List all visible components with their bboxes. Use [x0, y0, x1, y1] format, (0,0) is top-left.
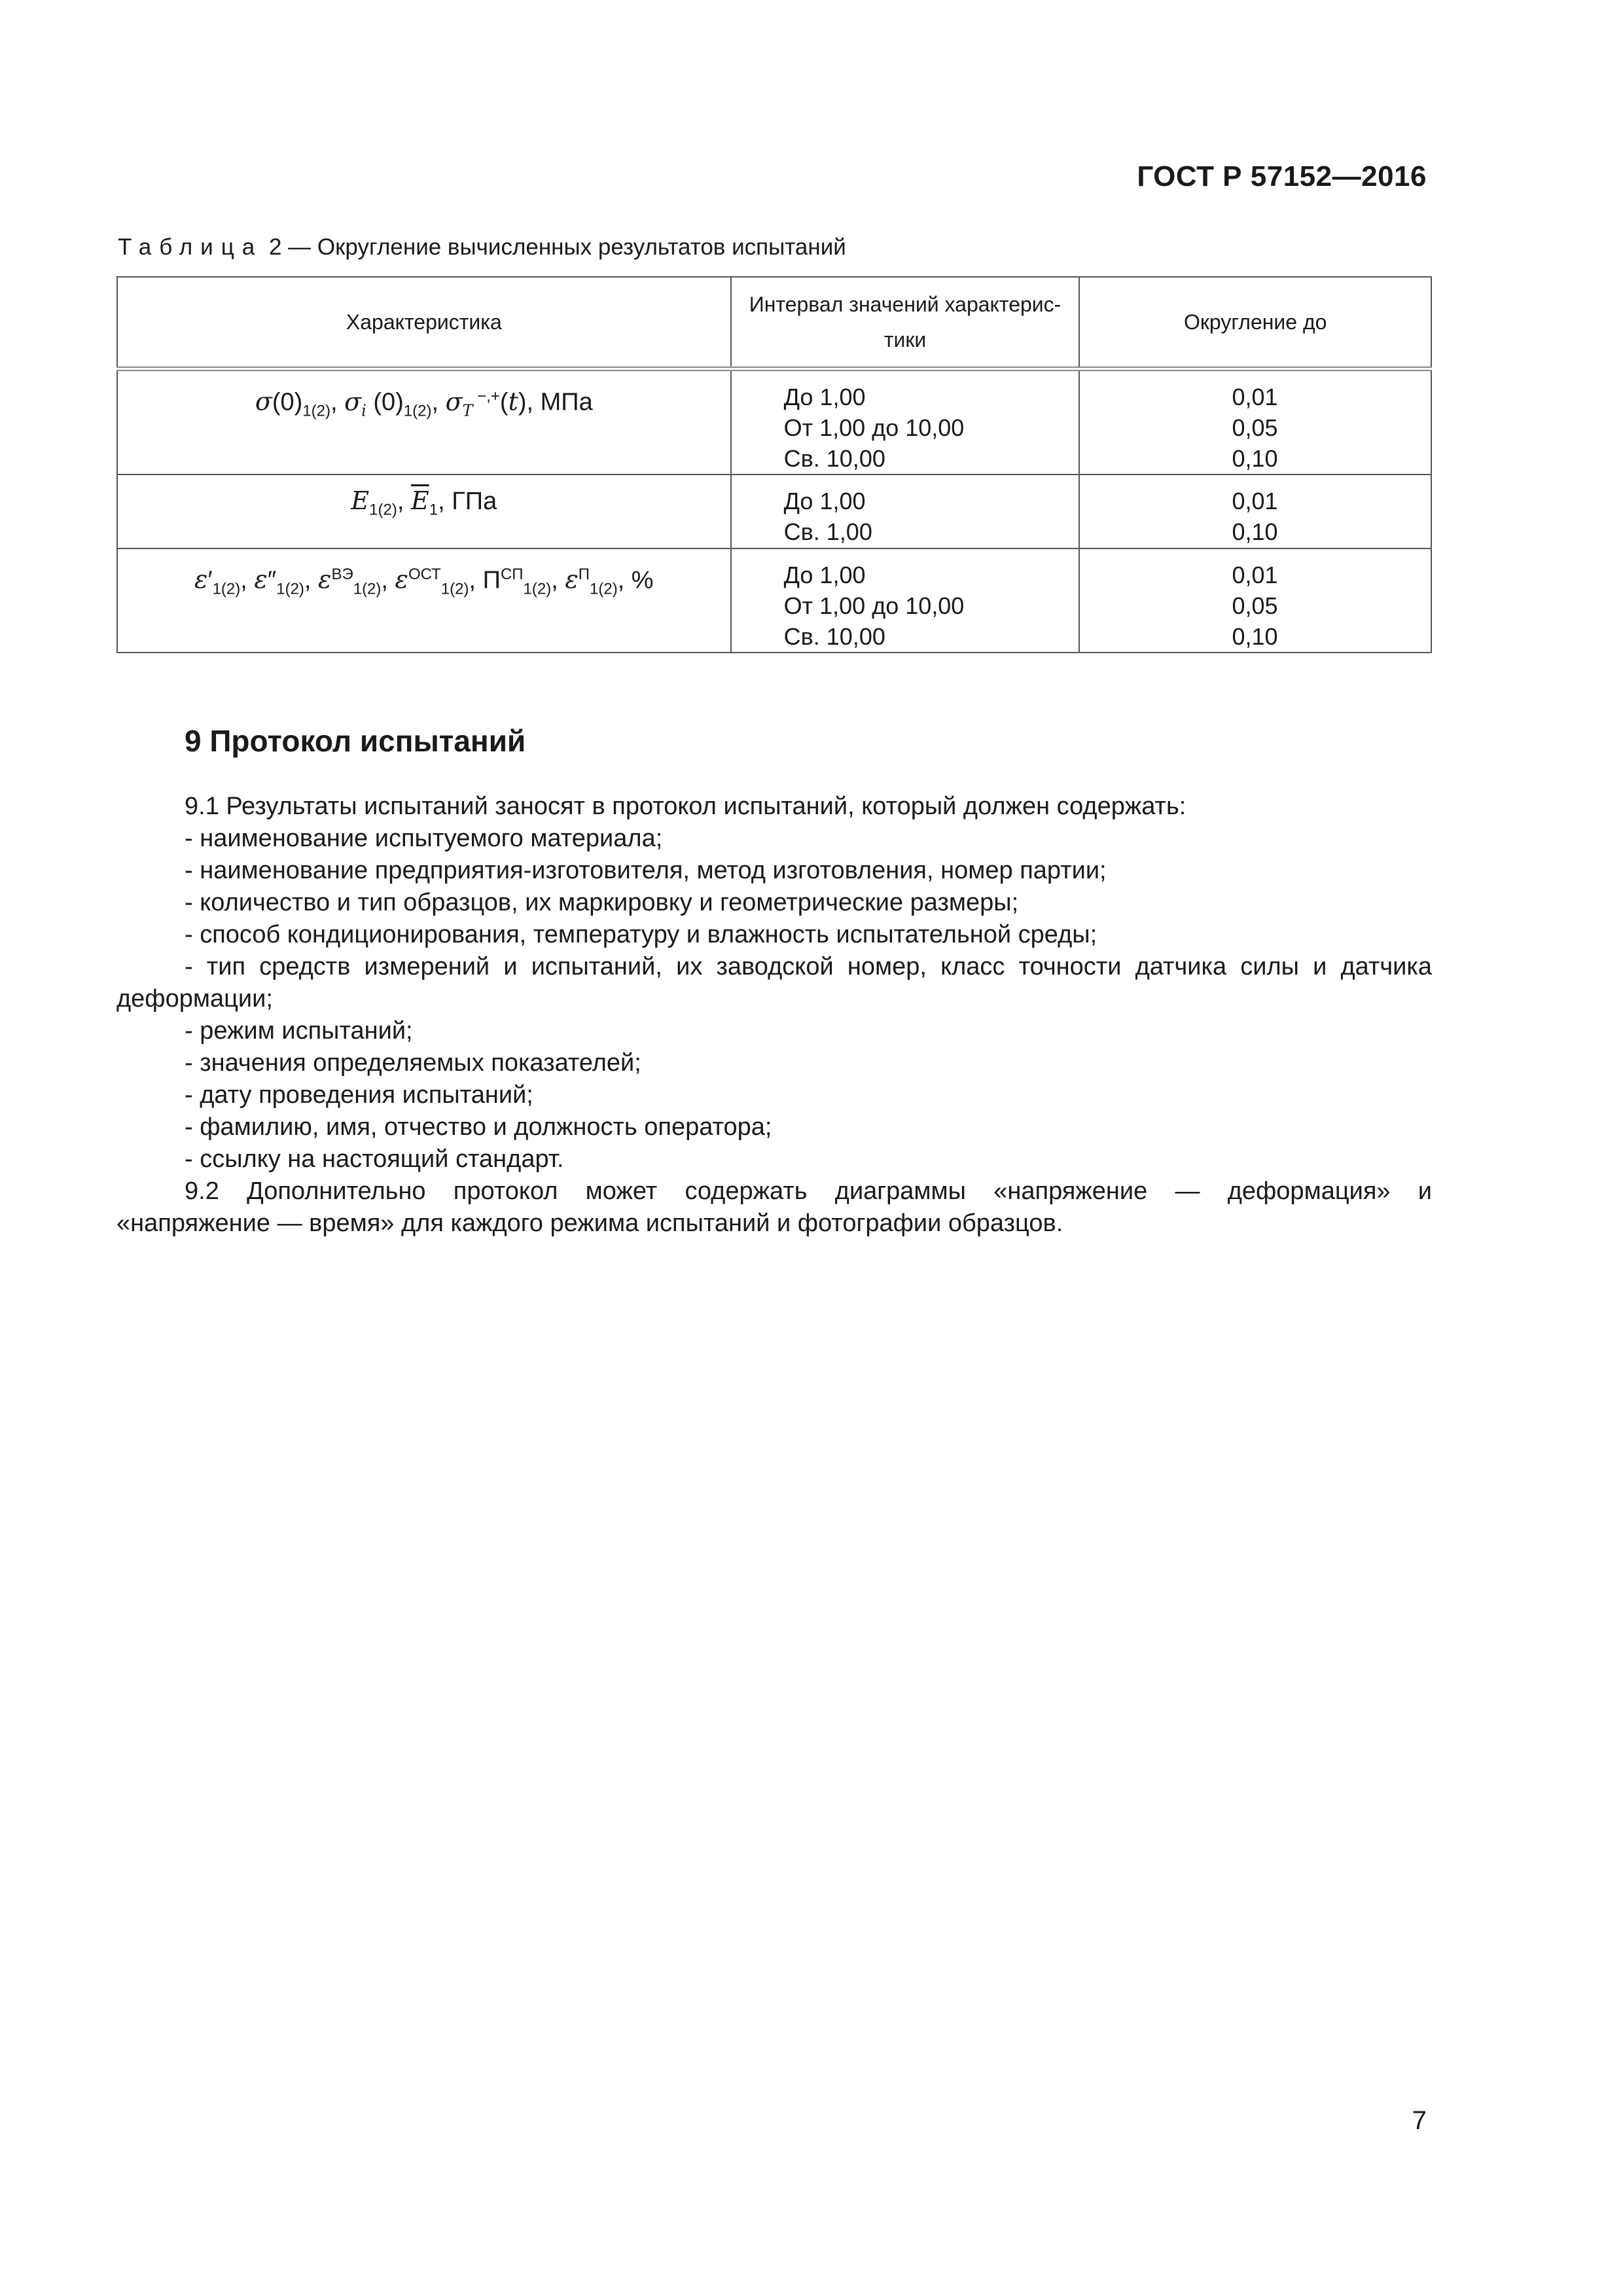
table-caption-text: 2 — Округление вычисленных результатов испытаний	[262, 234, 846, 260]
list-item: - наименование предприятия-изготовителя, метод изготовления, номер партии;	[185, 857, 1107, 884]
table-row	[117, 369, 1431, 475]
interval-value: До 1,00	[783, 562, 866, 588]
rounding-value: 0,10	[1232, 445, 1278, 472]
list-item: - дату проведения испытаний;	[185, 1081, 533, 1109]
formula-strain: $\varepsilon'_{1(2)}$, $\varepsilon''_{1(2)}$, $\varepsilon^{ВЭ}_{1(2)}$, $\varepsilon^{ОСТ}_{1(2)}$, $П^{СП}_{1(2)}$, $\varepsilon^П_{1(2)}$, %	[194, 565, 654, 598]
formula-stress: $\sigma(0)_{1(2)}$, $\sigma_i$ $(0)_{1(2)}$, $\sigma_T$ −,+(t), МПа	[255, 387, 593, 420]
section-body	[116, 791, 1432, 1240]
table-header-row	[117, 277, 1431, 369]
rounding-cell	[1079, 548, 1431, 653]
header-interval	[731, 277, 1080, 369]
rounding-cell	[1079, 369, 1431, 475]
table-row	[117, 548, 1431, 653]
paragraph-continuation: «напряжение — время» для каждого режима испытаний и фотографии образцов.	[116, 1210, 1063, 1237]
interval-value: Св. 1,00	[783, 518, 872, 545]
table-caption	[118, 234, 846, 260]
list-item: - ссылку на настоящий стандарт.	[185, 1145, 564, 1173]
header-interval-line2: тики	[883, 328, 927, 351]
rounding-value: 0,10	[1232, 623, 1278, 650]
characteristic-cell	[117, 548, 731, 653]
characteristic-cell	[117, 369, 731, 475]
paragraph: 9.2 Дополнительно протокол может содержать диаграммы «напряжение — деформация» и	[185, 1177, 1432, 1205]
rounding-table	[116, 276, 1432, 653]
section-heading: 9 Протокол испытаний	[185, 724, 526, 758]
list-item: - значения определяемых показателей;	[185, 1049, 641, 1077]
rounding-value: 0,10	[1232, 518, 1278, 545]
list-item: - способ кондиционирования, температуру и влажность испытательной среды;	[185, 921, 1097, 948]
interval-value: До 1,00	[783, 384, 866, 410]
interval-cell	[731, 369, 1080, 475]
list-item: - количество и тип образцов, их маркировку и геометрические размеры;	[185, 889, 1019, 916]
table-caption-prefix: Таблица	[118, 234, 263, 260]
interval-value: От 1,00 до 10,00	[783, 414, 965, 441]
rounding-value: 0,05	[1232, 414, 1278, 441]
rounding-value: 0,05	[1232, 592, 1278, 619]
list-item: - фамилию, имя, отчество и должность оператора;	[185, 1113, 772, 1141]
interval-value: Св. 10,00	[783, 623, 885, 650]
characteristic-cell	[117, 475, 731, 548]
rounding-cell	[1079, 475, 1431, 548]
rounding-value: 0,01	[1232, 384, 1278, 410]
interval-value: От 1,00 до 10,00	[783, 592, 965, 619]
interval-value: Св. 10,00	[783, 445, 885, 472]
rounding-value: 0,01	[1232, 488, 1278, 514]
page-number: 7	[1412, 2106, 1427, 2135]
list-item-continuation: деформации;	[116, 985, 273, 1013]
document-code: ГОСТ Р 57152—2016	[1137, 160, 1427, 192]
header-rounding: Округление до	[1079, 277, 1431, 369]
list-item: - наименование испытуемого материала;	[185, 825, 663, 852]
interval-cell	[731, 548, 1080, 653]
formula-modulus: $E_{1(2)}$, $\overline{E}_1$, ГПа	[351, 486, 497, 519]
header-characteristic: Характеристика	[117, 277, 731, 369]
interval-value: До 1,00	[783, 488, 866, 514]
interval-cell	[731, 475, 1080, 548]
paragraph: 9.1 Результаты испытаний заносят в протокол испытаний, который должен содержать:	[185, 793, 1186, 820]
list-item: - режим испытаний;	[185, 1017, 413, 1045]
header-interval-line1: Интервал значений характерис-	[749, 293, 1061, 316]
table-row	[117, 475, 1431, 548]
rounding-value: 0,01	[1232, 562, 1278, 588]
list-item: - тип средств измерений и испытаний, их заводской номер, класс точности датчика силы и датчика	[185, 953, 1432, 980]
